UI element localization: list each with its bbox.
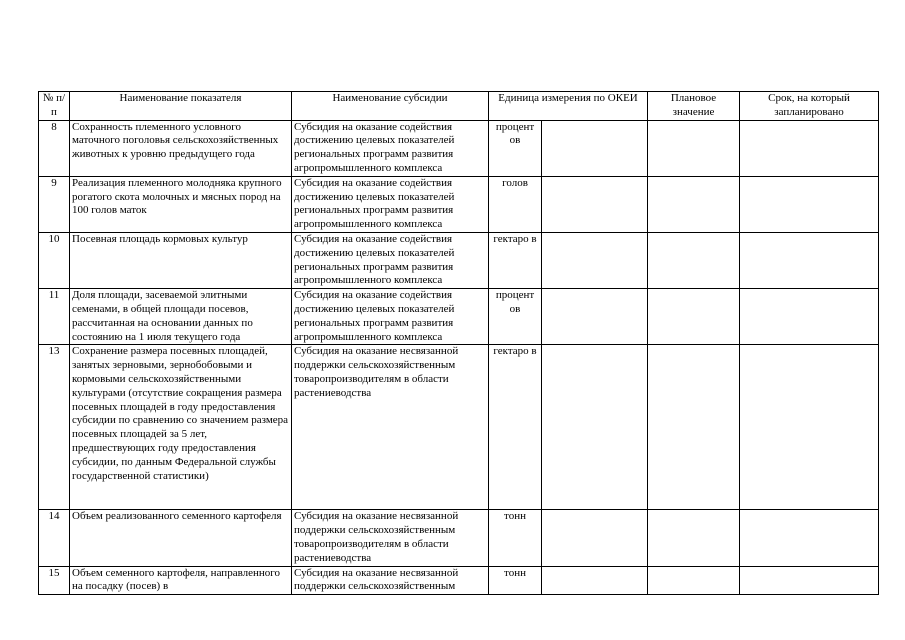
row-indicator: Сохранность племенного условного маточного поголовья сельскохозяйственных животных к уровню предыдущего года [70, 120, 292, 176]
row-subsidy: Субсидия на оказание содействия достижению целевых показателей региональных программ развития агропромышленного комплекса [292, 176, 489, 232]
table-row [39, 232, 879, 288]
row-planned-value [648, 289, 740, 345]
row-unit: гектаро в [489, 232, 542, 288]
row-unit-code [542, 289, 648, 345]
row-planned-value [648, 345, 740, 510]
row-planned-value [648, 120, 740, 176]
row-planned-value [648, 566, 740, 595]
row-deadline [740, 176, 879, 232]
row-number: 10 [39, 232, 70, 288]
row-number: 9 [39, 176, 70, 232]
header-deadline: Срок, на который запланировано [740, 92, 879, 121]
row-deadline [740, 289, 879, 345]
row-unit-code [542, 176, 648, 232]
table-row [39, 345, 879, 510]
row-unit-code [542, 566, 648, 595]
table-row [39, 510, 879, 566]
header-indicator: Наименование показателя [70, 92, 292, 121]
row-planned-value [648, 176, 740, 232]
row-unit-code [542, 345, 648, 510]
row-indicator: Доля площади, засеваемой элитными семенами, в общей площади посевов, рассчитанная на основании данных по состоянию на 1 июля текущего года [70, 289, 292, 345]
row-unit-code [542, 120, 648, 176]
table-row [39, 176, 879, 232]
indicators-table [38, 91, 879, 595]
row-planned-value [648, 510, 740, 566]
row-subsidy: Субсидия на оказание содействия достижению целевых показателей региональных программ развития агропромышленного комплекса [292, 120, 489, 176]
row-planned-value [648, 232, 740, 288]
row-subsidy: Субсидия на оказание несвязанной поддержки сельскохозяйственным [292, 566, 489, 595]
row-unit: процент ов [489, 120, 542, 176]
row-unit-code [542, 510, 648, 566]
row-number: 14 [39, 510, 70, 566]
header-number: № п/п [39, 92, 70, 121]
row-unit: тонн [489, 566, 542, 595]
row-subsidy: Субсидия на оказание несвязанной поддержки сельскохозяйственным товаропроизводителям в области растениеводства [292, 345, 489, 510]
row-indicator: Объем семенного картофеля, направленного на посадку (посев) в [70, 566, 292, 595]
table-row [39, 289, 879, 345]
row-indicator: Сохранение размера посевных площадей, занятых зерновыми, зернобобовыми и кормовыми сельскохозяйственными культурами (отсутствие сокращения размера посевных площадей в году предоставления субсидии по сравнению со значением размера посевных площадей за 5 лет, предшествующих году предоставления субсидии, по данным Федеральной службы государственной статистики) [70, 345, 292, 510]
row-deadline [740, 120, 879, 176]
row-deadline [740, 345, 879, 510]
header-subsidy: Наименование субсидии [292, 92, 489, 121]
table-row [39, 120, 879, 176]
row-subsidy: Субсидия на оказание содействия достижению целевых показателей региональных программ развития агропромышленного комплекса [292, 232, 489, 288]
row-unit: гектаро в [489, 345, 542, 510]
row-unit: тонн [489, 510, 542, 566]
row-number: 13 [39, 345, 70, 510]
row-indicator: Реализация племенного молодняка крупного рогатого скота молочных и мясных пород на 100 голов маток [70, 176, 292, 232]
row-subsidy: Субсидия на оказание несвязанной поддержки сельскохозяйственным товаропроизводителям в области растениеводства [292, 510, 489, 566]
row-unit: процент ов [489, 289, 542, 345]
table-header-row [39, 92, 879, 121]
row-number: 11 [39, 289, 70, 345]
row-deadline [740, 232, 879, 288]
row-deadline [740, 510, 879, 566]
row-subsidy: Субсидия на оказание содействия достижению целевых показателей региональных программ развития агропромышленного комплекса [292, 289, 489, 345]
row-unit-code [542, 232, 648, 288]
table-row [39, 566, 879, 595]
row-number: 8 [39, 120, 70, 176]
row-unit: голов [489, 176, 542, 232]
row-indicator: Посевная площадь кормовых культур [70, 232, 292, 288]
row-number: 15 [39, 566, 70, 595]
row-indicator: Объем реализованного семенного картофеля [70, 510, 292, 566]
header-unit: Единица измерения по ОКЕИ [489, 92, 648, 121]
header-planned-value: Плановое значение [648, 92, 740, 121]
row-deadline [740, 566, 879, 595]
